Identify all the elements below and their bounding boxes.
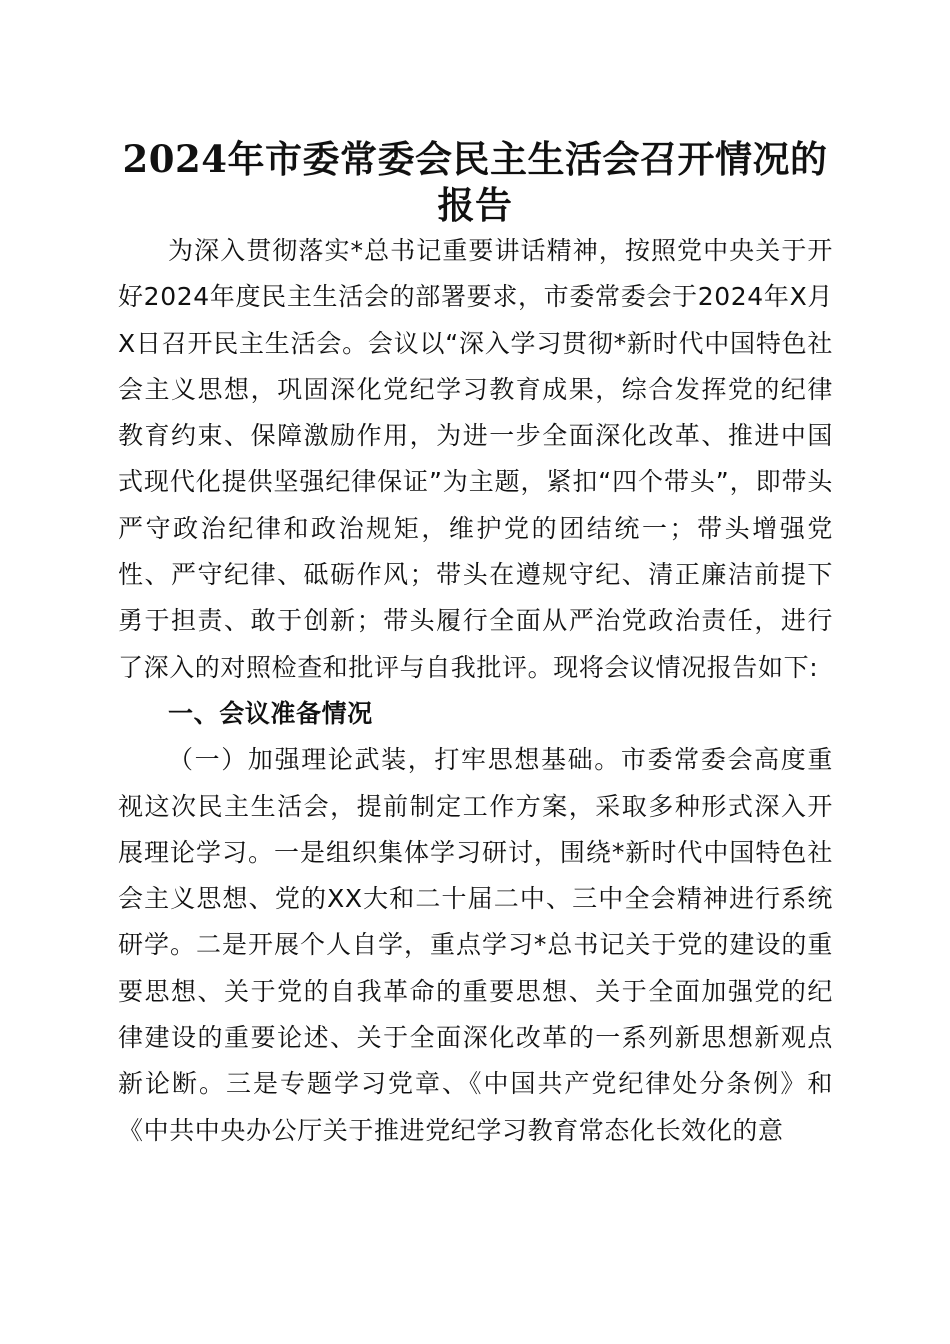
document-title: 2024年市委常委会民主生活会召开情况的报告	[122, 137, 828, 227]
intro-paragraph: 为深入贯彻落实*总书记重要讲话精神，按照党中央关于开好2024年度民主生活会的部署要求，市委常委会于2024年X月X日召开民主生活会。会议以“深入学习贯彻*新时代中国特色社会主义思想，巩固深化党纪学习教育成果，综合发挥党的纪律教育约束、保障激励作用，为进一步全面深化改革、推进中国式现代化提供坚强纪律保证”为主题，紧扣“四个带头”，即带头严守政治纪律和政治规矩，维护党的团结统一；带头增强党性、严守纪律、砥砺作风；带头在遵规守纪、清正廉洁前提下勇于担责、敢于创新；带头履行全面从严治党政治责任，进行了深入的对照检查和批评与自我批评。现将会议情况报告如下:	[118, 236, 833, 682]
section-paragraph: （一）加强理论武装，打牢思想基础。市委常委会高度重视这次民主生活会，提前制定工作方案，采取多种形式深入开展理论学习。一是组织集体学习研讨，围绕*新时代中国特色社会主义思想、党的XX大和二十届二中、三中全会精神进行系统研学。二是开展个人自学，重点学习*总书记关于党的建设的重要思想、关于党的自我革命的重要思想、关于全面加强党的纪律建设的重要论述、关于全面深化改革的一系列新思想新观点新论断。三是专题学习党章、《中国共产党纪律处分条例》和《中共中央办公厅关于推进党纪学习教育常态化长效化的意	[118, 745, 833, 1145]
document-body	[118, 228, 833, 1154]
section-heading: 一、会议准备情况	[168, 698, 373, 728]
